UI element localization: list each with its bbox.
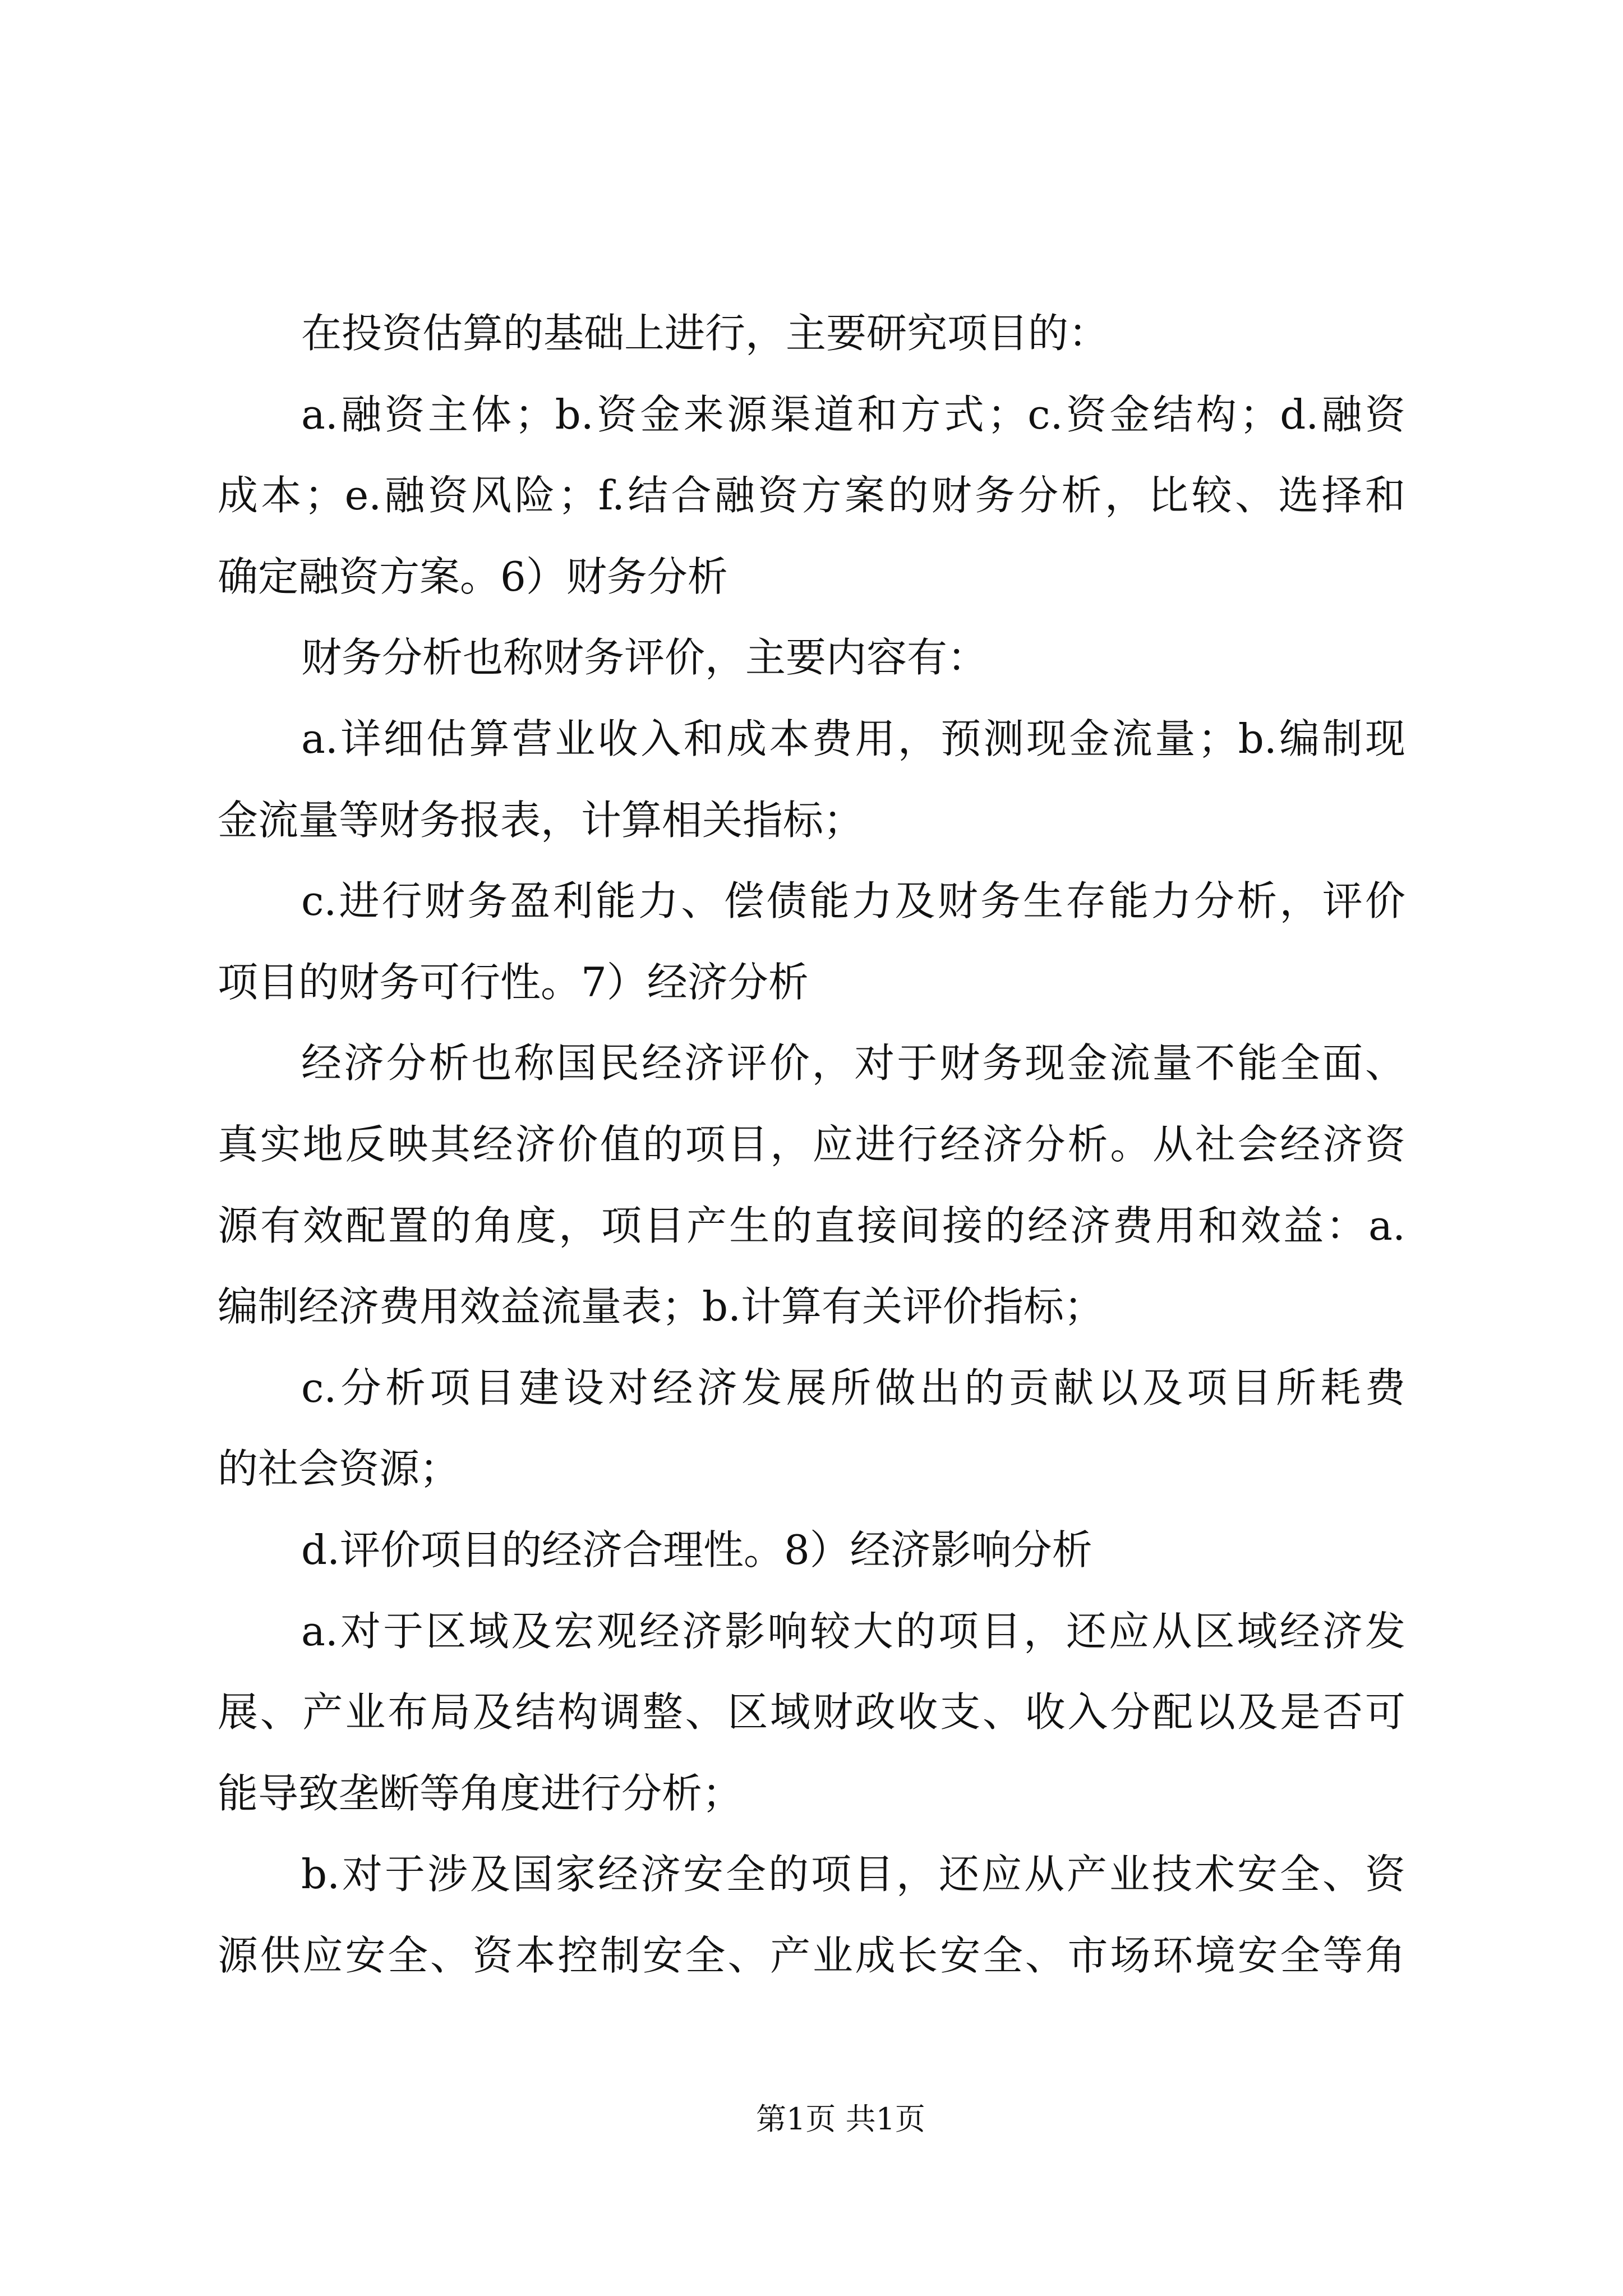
paragraph-line: b.对于涉及国家经济安全的项目，还应从产业技术安全、资 [301, 1851, 1405, 1898]
paragraph-line: 确定融资方案。6）财务分析 [218, 553, 728, 600]
paragraph-line: a.对于区域及宏观经济影响较大的项目，还应从区域经济发 [301, 1607, 1405, 1655]
paragraph-line: d.评价项目的经济合理性。8）经济影响分析 [301, 1526, 1092, 1573]
paragraph [218, 1510, 1405, 1591]
paragraph-line: 项目的财务可行性。7）经济分析 [218, 958, 809, 1006]
paragraph [218, 1591, 1405, 1834]
paragraph [218, 1834, 1405, 1996]
paragraph-line: 源有效配置的角度，项目产生的直接间接的经济费用和效益：a. [218, 1202, 1405, 1249]
page-footer [756, 2099, 925, 2139]
paragraph-line: c.分析项目建设对经济发展所做出的贡献以及项目所耗费 [301, 1364, 1405, 1411]
paragraph [218, 1347, 1405, 1510]
paragraph [218, 861, 1405, 1023]
paragraph-line: 财务分析也称财务评价，主要内容有： [301, 634, 988, 682]
paragraph-line: 展、产业布局及结构调整、区域财政收支、收入分配以及是否可 [218, 1688, 1405, 1736]
page-number-label: 第1页 共1页 [756, 2101, 925, 2137]
paragraph-line: 金流量等财务报表，计算相关指标； [218, 796, 864, 844]
paragraph [218, 293, 1405, 374]
paragraph-line: 的社会资源； [218, 1445, 460, 1493]
paragraph [218, 617, 1405, 698]
paragraph-line: 真实地反映其经济价值的项目，应进行经济分析。从社会经济资 [218, 1120, 1405, 1168]
paragraph [218, 698, 1405, 861]
paragraph-line: 源供应安全、资本控制安全、产业成长安全、市场环境安全等角 [218, 1931, 1405, 1979]
paragraph-line: 编制经济费用效益流量表；b.计算有关评价指标； [218, 1283, 1104, 1331]
document-body [218, 293, 1405, 1996]
paragraph-line: a.详细估算营业收入和成本费用，预测现金流量；b.编制现 [301, 715, 1405, 762]
paragraph-line: a.融资主体；b.资金来源渠道和方式；c.资金结构；d.融资 [301, 390, 1405, 438]
paragraph [218, 1023, 1405, 1347]
paragraph-line: 成本；e.融资风险；f.结合融资方案的财务分析，比较、选择和 [218, 472, 1405, 519]
paragraph-line: 能导致垄断等角度进行分析； [218, 1769, 743, 1817]
paragraph-line: 经济分析也称国民经济评价，对于财务现金流量不能全面、 [301, 1039, 1405, 1087]
paragraph-line: 在投资估算的基础上进行，主要研究项目的： [301, 310, 1109, 357]
paragraph-line: c.进行财务盈利能力、偿债能力及财务生存能力分析，评价 [301, 877, 1405, 925]
paragraph [218, 374, 1405, 618]
